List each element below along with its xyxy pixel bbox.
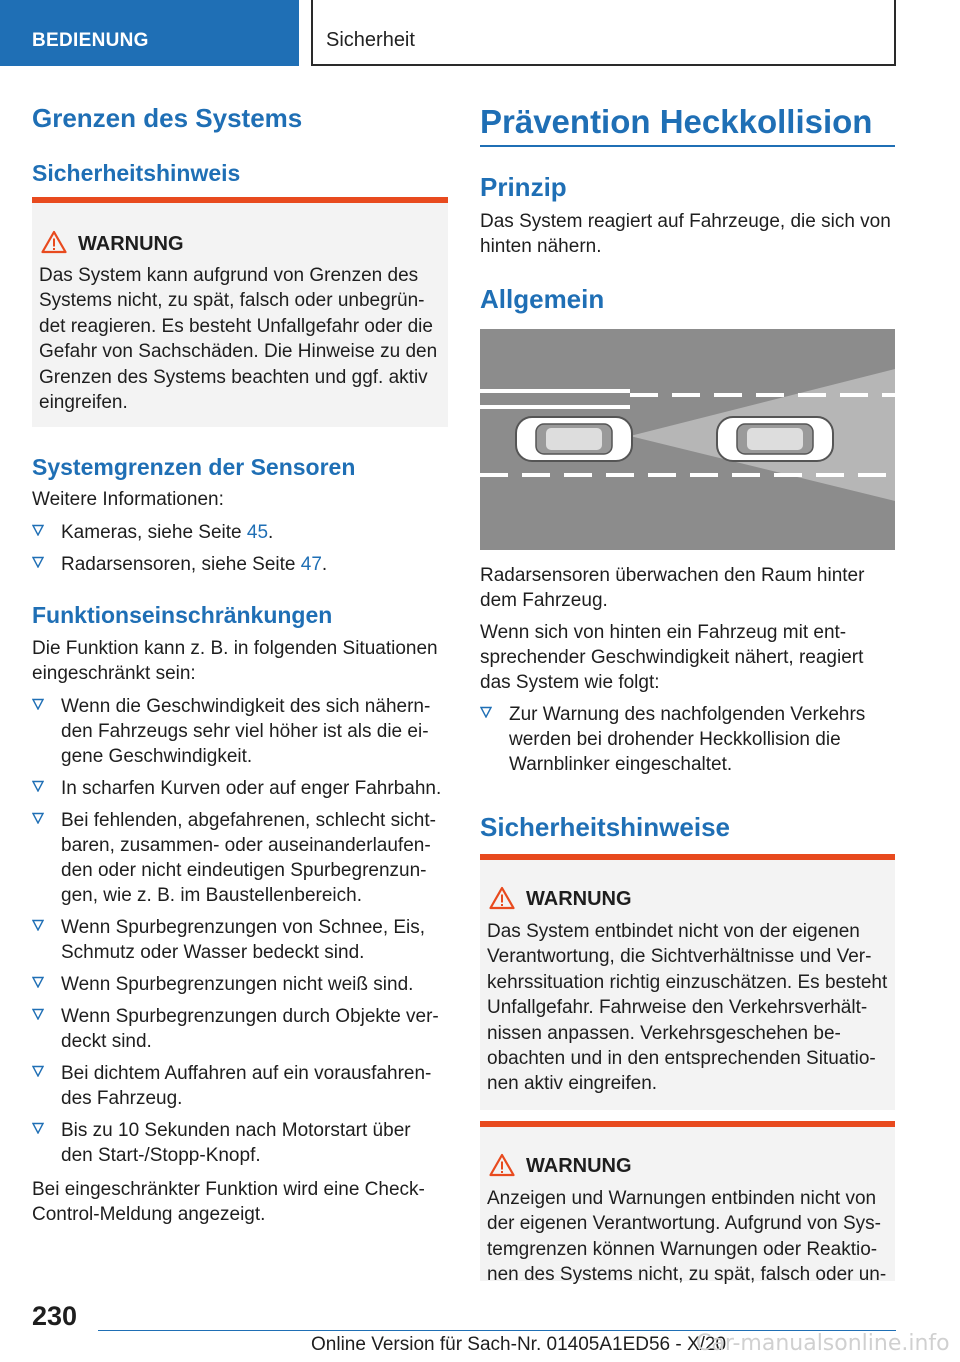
heading-sicherheitshinweise: Sicherheitshinweise [480, 812, 730, 842]
text-weitere-informationen: Weitere Informationen: [32, 489, 224, 510]
section-label: BEDIENUNG [32, 30, 149, 51]
page-link-47[interactable]: 47 [300, 554, 322, 575]
list-item: Wenn die Geschwindigkeit des sich nähern- den Fahrzeugs sehr viel höher ist als die ei- gene Geschwindigkeit. [32, 694, 450, 769]
triangle-bullet-icon [32, 698, 44, 710]
funktion-list [32, 694, 450, 1175]
list-item: Bis zu 10 Sekunden nach Motorstart über den Start-/Stopp-Knopf. [32, 1118, 450, 1168]
warning-text: Anzeigen und Warnungen entbinden nicht von der eigenen Verantwortung. Aufgrund von Sys- temgrenzen können Warnungen oder Reaktio- nen des Systems nicht, zu spät, falsch oder un- [487, 1188, 887, 1286]
heading-funktion: Funktionseinschränkungen [32, 602, 333, 628]
list-item: Wenn Spurbegrenzungen von Schnee, Eis, Schmutz oder Wasser bedeckt sind. [32, 915, 450, 965]
list-item: Wenn Spurbegrenzungen durch Objekte ver- deckt sind. [32, 1004, 450, 1054]
list-item: Bei dichtem Auffahren auf ein vorausfahren- des Fahrzeug. [32, 1061, 450, 1111]
warning-box-2 [480, 854, 895, 1110]
warning-title: WARNUNG [526, 1155, 632, 1177]
list-item: Kameras, siehe Seite 45. [32, 520, 448, 545]
list-item: Radarsensoren, siehe Seite 47. [32, 552, 448, 577]
triangle-bullet-icon [480, 706, 492, 718]
text-prinzip: Das System reagiert auf Fahrzeuge, die sich von hinten nähern. [480, 211, 891, 257]
chapter-tab [311, 0, 896, 66]
triangle-bullet-icon [32, 780, 44, 792]
triangle-bullet-icon [32, 1122, 44, 1134]
triangle-bullet-icon [32, 524, 44, 536]
watermark-text: Car-manualsonline.info [696, 1331, 950, 1356]
heading-praevention: Prävention Heckkollision [480, 103, 873, 140]
triangle-bullet-icon [32, 1065, 44, 1077]
triangle-bullet-icon [32, 976, 44, 988]
heading-grenzen: Grenzen des Systems [32, 103, 303, 133]
warning-triangle-icon [489, 886, 515, 910]
sensor-list [32, 520, 448, 584]
following-car-icon [516, 417, 632, 461]
list-item: In scharfen Kurven oder auf enger Fahrbahn. [32, 776, 450, 801]
page-number: 230 [32, 1301, 78, 1331]
heading-sensoren: Systemgrenzen der Sensoren [32, 454, 356, 480]
page-link-45[interactable]: 45 [246, 522, 269, 543]
warning-title: WARNUNG [78, 233, 184, 255]
reaction-list [480, 702, 895, 784]
heading-sicherheitshinweis: Sicherheitshinweis [32, 160, 241, 186]
warning-text: Das System entbindet nicht von der eigenen Verantwortung, die Sichtverhältnisse und Ver- kehrssituation richtig einzuschätzen. Es besteht Unfallgefahr. Fahrweise den Verkehrsverhält- nissen anpassen. Verkehrsgeschehen be- obachten und in den entsprechenden Situatio- nen aktiv eingreifen. [487, 921, 888, 1095]
triangle-bullet-icon [32, 812, 44, 824]
text-check-control: Bei eingeschränkter Funktion wird eine Check- Control-Meldung angezeigt. [32, 1179, 425, 1225]
section-tab [0, 0, 299, 66]
text-radar: Radarsensoren überwachen den Raum hinter dem Fahrzeug. [480, 565, 865, 611]
heading-underline [480, 145, 895, 147]
warning-box-3 [480, 1121, 895, 1286]
own-car-icon [717, 417, 833, 461]
warning-text: Das System kann aufgrund von Grenzen des Systems nicht, zu spät, falsch oder unbegrün- det reagieren. Es besteht Unfallgefahr oder die Gefahr von Sachschäden. Die Hinweise zu den Grenzen des Systems beachten und ggf. aktiv eingreifen. [39, 265, 438, 414]
triangle-bullet-icon [32, 1008, 44, 1020]
warning-triangle-icon [41, 230, 67, 254]
heading-prinzip: Prinzip [480, 172, 567, 202]
chapter-label: Sicherheit [326, 29, 415, 51]
list-item: Bei fehlenden, abgefahrenen, schlecht sicht- baren, zusammen- oder auseinanderlaufen- den oder nicht eindeutigen Spurbegrenzun- gen, wie z. B. im Baustellenbereich. [32, 808, 450, 908]
text-funktion-intro: Die Funktion kann z. B. in folgenden Situationen eingeschränkt sein: [32, 638, 438, 684]
warning-title: WARNUNG [526, 888, 632, 910]
triangle-bullet-icon [32, 556, 44, 568]
triangle-bullet-icon [32, 919, 44, 931]
warning-box-1 [32, 197, 448, 427]
warning-triangle-icon [489, 1153, 515, 1177]
heading-allgemein: Allgemein [480, 284, 605, 314]
rear-collision-illustration [480, 329, 895, 550]
text-wenn: Wenn sich von hinten ein Fahrzeug mit ent- sprechender Geschwindigkeit nähert, reagiert das System wie folgt: [480, 622, 864, 693]
list-item: Wenn Spurbegrenzungen nicht weiß sind. [32, 972, 450, 997]
list-item: Zur Warnung des nachfolgenden Verkehrs werden bei drohender Heckkollision die Warnblinker eingeschaltet. [480, 702, 895, 777]
online-version-text: Online Version für Sach-Nr. 01405A1ED56 - X/20 [311, 1334, 727, 1355]
